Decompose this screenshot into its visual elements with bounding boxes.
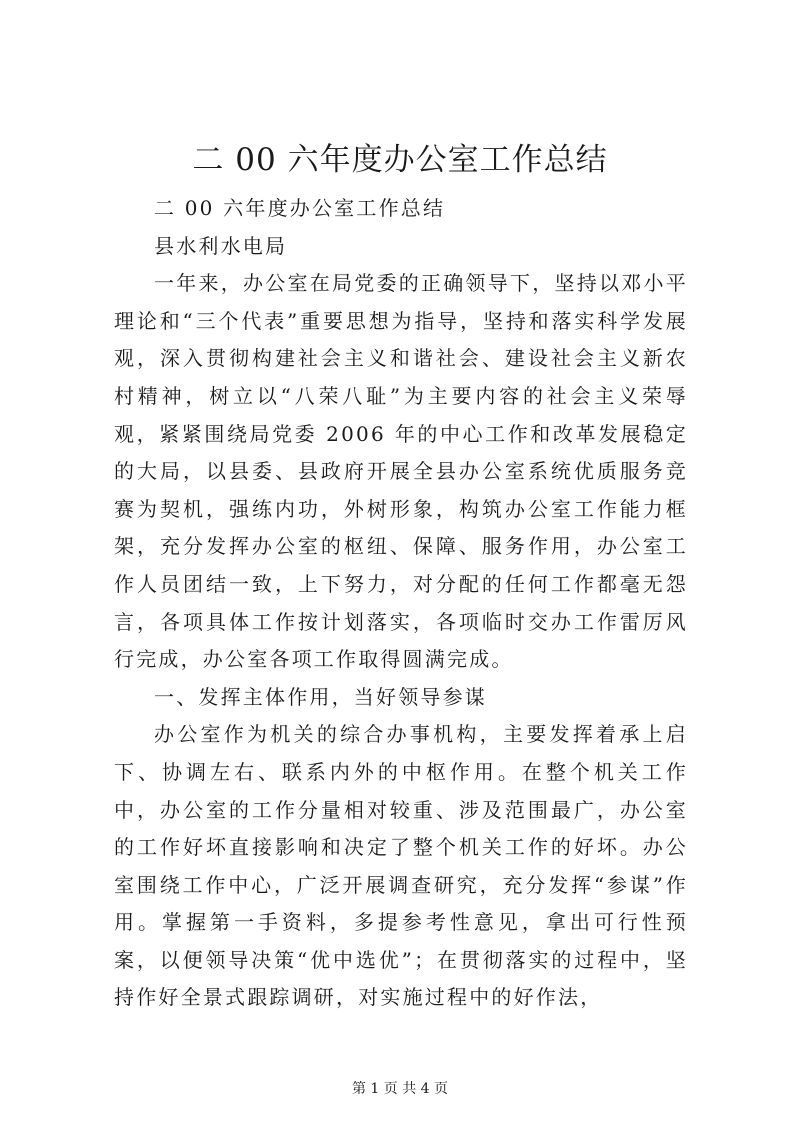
- page-footer: 第 1 页 共 4 页: [351, 1081, 449, 1097]
- document-title: 二 00 六年度办公室工作总结: [192, 142, 608, 178]
- subtitle-paragraph: 二 00 六年度办公室工作总结: [154, 196, 446, 220]
- document-body: [114, 190, 688, 1017]
- section-heading: 一、发挥主体作用，当好领导参谋: [154, 684, 487, 709]
- section-paragraph: 办公室作为机关的综合办事机构，主要发挥着承上启下、协调左右、联系内外的中枢作用。在整个机关工作中，办公室的工作分量相对较重、涉及范围最广，办公室的工作好坏直接影响和决定了整个机关工作的好坏。办公室围绕工作中心，广泛开展调查研究，充分发挥“参谋”作用。掌握第一手资料，多提参考性意见，拿出可行性预案，以便领导决策“优中选优”；在贯彻落实的过程中，坚持作好全景式跟踪调研，对实施过程中的好作法，: [114, 722, 688, 1010]
- intro-paragraph: 一年来，办公室在局党委的正确领导下，坚持以邓小平理论和“三个代表”重要思想为指导，坚持和落实科学发展观，深入贯彻构建社会主义和谐社会、建设社会主义新农村精神，树立以“八荣八耻”为主要内容的社会主义荣辱观，紧紧围绕局党委 2006 年的中心工作和改革发展稳定的大局，以县委、县政府开展全县办公室系统优质服务竞赛为契机，强练内功，外树形象，构筑办公室工作能力框架，充分发挥办公室的枢纽、保障、服务作用，办公室工作人员团结一致，上下努力，对分配的任何工作都毫无怨言，各项具体工作按计划落实，各项临时交办工作雷厉风行完成，办公室各项工作取得圆满完成。: [114, 271, 688, 672]
- organization-paragraph: 县水利水电局: [154, 233, 288, 258]
